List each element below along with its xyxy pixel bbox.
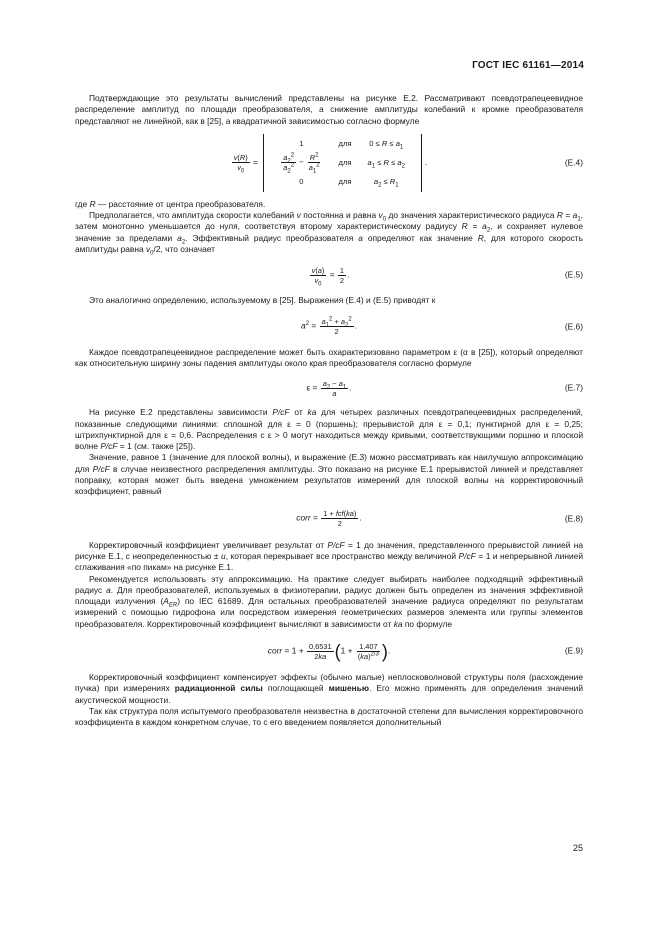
equation-e7: ε = $\frac{a_2 - a_1}{a}$ . (Е.7) xyxy=(306,378,583,398)
equation-e6: $a^2$ = $\frac{a_1^2 + a_2^2}{2}$ . (Е.6) xyxy=(301,316,583,337)
equation-e8: corr = $\frac{\text{1 + fcf(ka)}}{2}$ . (Е.8) xyxy=(296,509,583,529)
paragraph-8: Корректировочный коэффициент увеличивает результат от P/cF = 1 до значения, представленного прерывистой линией на рисунке Е.1, с неопределенностью ± u, которая перекрывает все пространство между величиной P/cF = 1 и непрерывной линией сглаживания «по пикам» на рисунке Е.1. xyxy=(75,539,583,573)
paragraph-1: Подтверждающие это результаты вычислений представлены на рисунке Е.2. Рассматривают псевдотрапецеевидное распределение амплитуд по площади преобразователя, а снижение амплитуды колебаний к кромке преобразователя представляют не линейной, как в [25], а квадратичной зависимостью согласно формуле xyxy=(75,93,583,126)
paragraph-10: Корректировочный коэффициент компенсирует эффекты (обычно малые) неплосковолновой структуры поля (расхождение пучка) при измерениях радиационной силы поглощающей мишенью. Его можно применять для определения значений акустической мощности. xyxy=(75,672,583,705)
equation-number-e5: (Е.5) xyxy=(564,269,583,280)
document-header: ГОСТ IEC 61161—2014 xyxy=(472,60,584,71)
paragraph-3: Предполагается, что амплитуда скорости колебаний v постоянна и равна $v_0$ до значения характеристического радиуса $R = a_1$, затем монотонно уменьшается до нуля, соответствуя второму характеристическому радиусу $R = a_2$, и сохраняет нулевое значение за пределами $a_2$. Эффективный радиус преобразователя a определяют как значение R, для которого скорость амплитуды равна $v_0/2$, что означает xyxy=(75,210,584,257)
paragraph-7: Значение, равное 1 (значение для плоской волны), и выражение (Е.3) можно рассматривать как наилучшую аппроксимацию для P/cF в случае неизвестного распределения амплитуды. Это показано на рисунке Е.1 прерывистой линией и представляет поправку, которая может быть введена умножением результатов измерений для плоской волны на корректировочный коэффициент, равный xyxy=(75,452,583,497)
paragraph-5: Каждое псевдотрапецеевидное распределение может быть охарактеризовано параметром ε (α в [25]), который определяют как относительную ширину зоны падения амплитуды около края преобразователя согласно формуле xyxy=(75,346,583,368)
equation-number-e9: (Е.9) xyxy=(564,645,583,656)
paragraph-9: Рекомендуется использовать эту аппроксимацию. На практике следует выбирать наиболее подходящий эффективный радиус a. Для преобразователей, используемых в физиотерапии, радиус должен быть определен из значения эффективной площади излучения $(A_{ER})$ по IEC 61689. Для остальных преобразователей значение радиуса определяют по результатам измерений с помощью гидрофона или посредством измерения геометрических размеров элемента или группы элементов преобразователя. Корректировочный коэффициент вычисляют в зависимости от ka по формуле xyxy=(75,573,584,629)
equation-number-e4: (Е.4) xyxy=(564,157,583,168)
paragraph-6: На рисунке Е.2 представлены зависимости P/cF от ka для четырех различных псевдотрапецеевидных распределений, показанные следующими линиями: сплошной для ε = 0 (поршень); прерывистой для ε = 0,1; пунктирной для ε = 0,25; штрихпунктирной для ε = 0,6. Распределения с ε > 0 могут находиться между кривыми, соответствующими поршню и плоской волне P/cF = 1 (см. также [25]). xyxy=(75,407,583,452)
equation-e9: corr = 1 + $\frac{0,6531}{2ka}$ (1 + $\frac{1,407}{(ka)^{2/3}}$ ). (Е.9) xyxy=(267,641,583,662)
equation-number-e8: (Е.8) xyxy=(564,512,583,523)
paragraph-4: Это аналогично определению, используемому в [25]. Выражения (Е.4) и (Е.5) приводят к xyxy=(89,295,436,306)
equation-e4: $\frac{v(R)}{v_0}$ = 1 для $0 \le R \le a_1$ $\frac{a_2^2}{a_2^2}$ − $\frac{R^2}{a_1^2}$ для $a_1 \le R \le a_2$ 0 для $a_2 \le R_1$ . (Е.4) xyxy=(75,127,583,199)
page-body xyxy=(75,93,583,729)
equation-e5: $\frac{v(a)}{v_0}$ = $\frac{1}{2}$ . (Е.5) xyxy=(311,265,583,288)
equation-number-e6: (Е.6) xyxy=(564,321,583,332)
page-number: 25 xyxy=(572,843,583,853)
paragraph-2: где R — расстояние от центра преобразователя. xyxy=(75,198,266,209)
paragraph-11: Так как структура поля испытуемого преобразователя неизвестна в достаточной степени для вычисления корректировочного коэффициента в каждом конкретном случае, то с его введением появляется дополнительный xyxy=(75,705,583,728)
equation-number-e7: (Е.7) xyxy=(564,382,583,393)
